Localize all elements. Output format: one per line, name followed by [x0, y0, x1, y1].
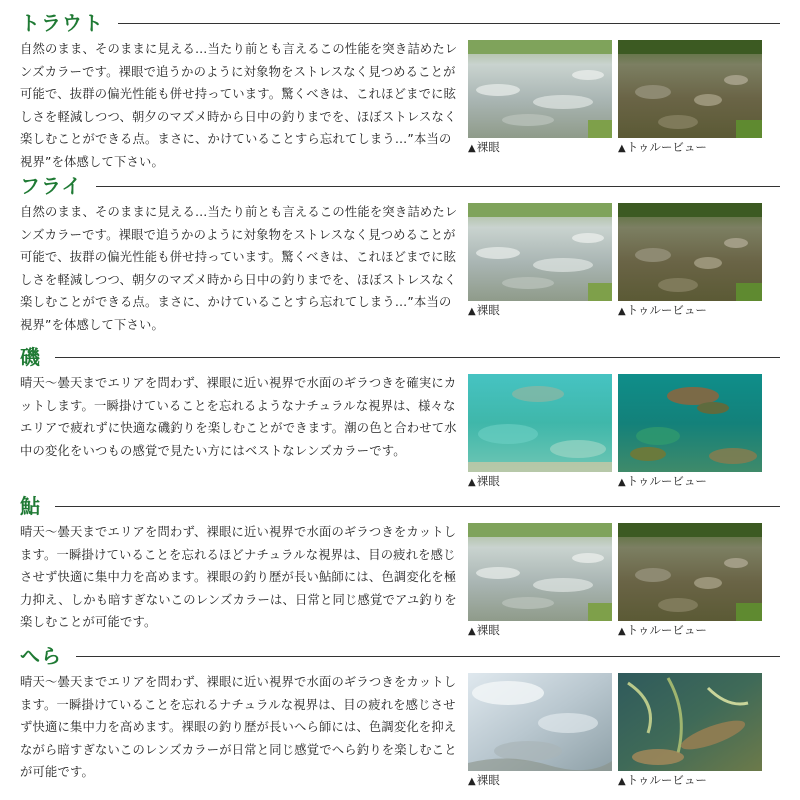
- section-rule: [76, 656, 780, 657]
- photo-naked-eye: [468, 203, 612, 301]
- photo-naked-eye: [468, 523, 612, 621]
- section-header: [20, 344, 780, 370]
- section-description: 自然のまま、そのままに見える…当たり前とも言えるこの性能を突き詰めたレンズカラーです。裸眼で追うかのように対象物をストレスなく見つめることが可能で、抜群の偏光性能も併せ持っています。驚くべきは、これほどまでに眩しさを軽減しつつ、朝夕のマズメ時から日中の釣りまでを、ほぼストレスなく楽しむことができる点。まさに、かけていることすら忘れてしまう…”本当の視界”を体感して下さい。: [20, 42, 458, 169]
- triangle-marker-icon: ▲: [468, 306, 476, 317]
- section-description: 晴天～曇天までエリアを問わず、裸眼に近い視界で水面のギラつきを確実にカットします。一瞬掛けていることを忘れるようなナチュラルな視界は、様々なエリアで疲れずに快適な磯釣りを楽しむことができます。潮の色と合わせて水中の変化をいつもの感覚で見たい方にはベストなレンズカラーです。: [20, 376, 457, 458]
- section-header: [20, 173, 780, 199]
- photo-true-view: [618, 673, 762, 771]
- photo-true-view: [618, 40, 762, 138]
- triangle-marker-icon: ▲: [618, 306, 626, 317]
- triangle-marker-icon: ▲: [468, 626, 476, 637]
- caption-true-view: ▲トゥルービュー: [618, 773, 707, 787]
- section-title: トラウト: [20, 11, 104, 35]
- photo-naked-eye: [468, 374, 612, 472]
- section-header: [20, 643, 780, 669]
- caption-true-view: ▲トゥルービュー: [618, 140, 707, 154]
- caption-naked-eye: ▲裸眼: [468, 623, 500, 637]
- section-header: [20, 493, 780, 519]
- triangle-marker-icon: ▲: [618, 143, 626, 154]
- section-description: 自然のまま、そのままに見える…当たり前とも言えるこの性能を突き詰めたレンズカラーです。裸眼で追うかのように対象物をストレスなく見つめることが可能で、抜群の偏光性能も併せ持っています。驚くべきは、これほどまでに眩しさを軽減しつつ、朝夕のマズメ時から日中の釣りまでを、ほぼストレスなく楽しむことができる点。まさに、かけていることすら忘れてしまう…”本当の視界”を体感して下さい。: [20, 205, 458, 332]
- triangle-marker-icon: ▲: [468, 776, 476, 787]
- photo-naked-eye: [468, 40, 612, 138]
- section-description: 晴天～曇天までエリアを問わず、裸眼に近い視界で水面のギラつきをカットします。一瞬掛けていることを忘れるナチュラルな視界は、目の疲れを感じさせず快適に集中力を高めます。裸眼の釣り歴が長いへら師には、色調変化を抑えながら暗すぎないこのレンズカラーが日常と同じ感覚でへら釣りを楽しむことが可能です。: [20, 675, 457, 780]
- caption-naked-eye: ▲裸眼: [468, 303, 500, 317]
- section-title: へら: [20, 644, 62, 668]
- triangle-marker-icon: ▲: [618, 477, 626, 488]
- photo-true-view: [618, 203, 762, 301]
- photo-true-view: [618, 523, 762, 621]
- section-rule: [55, 506, 780, 507]
- section-title: フライ: [20, 174, 83, 198]
- section-title: 磯: [20, 345, 41, 369]
- section-title: 鮎: [20, 494, 41, 518]
- caption-naked-eye: ▲裸眼: [468, 474, 500, 488]
- caption-true-view: ▲トゥルービュー: [618, 474, 707, 488]
- caption-true-view: ▲トゥルービュー: [618, 623, 707, 637]
- section-rule: [55, 357, 780, 358]
- caption-true-view: ▲トゥルービュー: [618, 303, 707, 317]
- triangle-marker-icon: ▲: [618, 626, 626, 637]
- caption-naked-eye: ▲裸眼: [468, 773, 500, 787]
- section-header: [20, 10, 780, 36]
- section-rule: [118, 23, 780, 24]
- triangle-marker-icon: ▲: [468, 477, 476, 488]
- section-rule: [96, 186, 780, 187]
- triangle-marker-icon: ▲: [468, 143, 476, 154]
- section-description: 晴天～曇天までエリアを問わず、裸眼に近い視界で水面のギラつきをカットします。一瞬掛けていることを忘れるほどナチュラルな視界は、目の疲れを感じさせず快適に集中力を高めます。裸眼の釣り歴が長い鮎師には、色調変化を極力抑え、しかも暗すぎないこのレンズカラーは、日常と同じ感覚でアユ釣りを楽しむことが可能です。: [20, 525, 457, 630]
- photo-true-view: [618, 374, 762, 472]
- caption-naked-eye: ▲裸眼: [468, 140, 500, 154]
- photo-naked-eye: [468, 673, 612, 771]
- triangle-marker-icon: ▲: [618, 776, 626, 787]
